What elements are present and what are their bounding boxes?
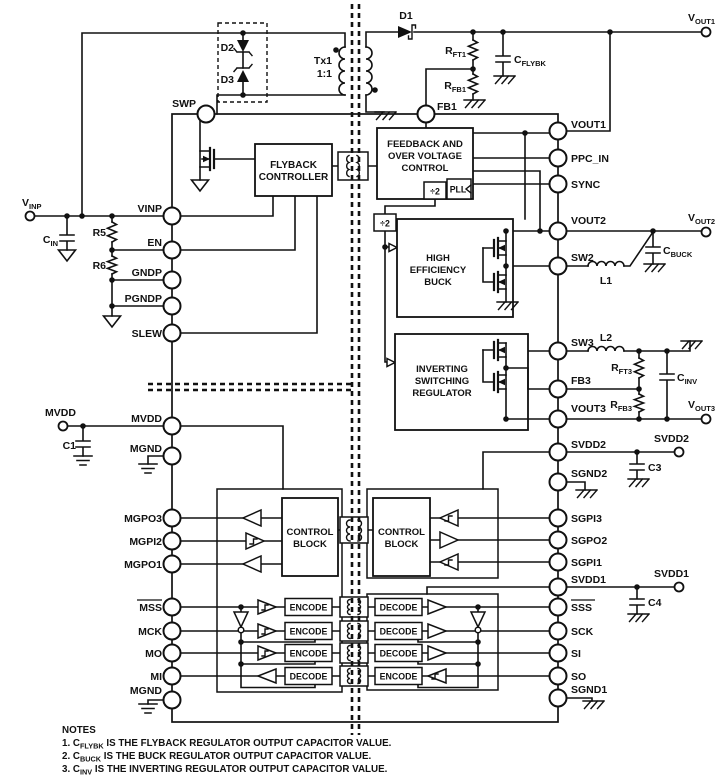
block-label: INVERTING: [416, 364, 468, 375]
ground-triangle-icon: [104, 316, 121, 327]
pin-swp: [172, 98, 214, 123]
inverter-icon: [234, 612, 248, 627]
div2-outer-block: [374, 214, 396, 231]
cbuck-label-sub: BUCK: [670, 250, 693, 259]
pin-label: MGND: [129, 685, 162, 697]
pin-label: VOUT1: [571, 119, 607, 131]
terminal-svdd1: [654, 568, 689, 592]
output-buffer-icon: [428, 600, 446, 614]
pin-sss: [550, 599, 596, 616]
pin-label: SGPO2: [571, 535, 608, 547]
inverter-icon: [471, 612, 485, 627]
pin-label: SCK: [571, 626, 594, 638]
cin-label-sub: IN: [50, 239, 58, 248]
pin-mgpo1: [124, 556, 180, 573]
d2-label: D2: [220, 42, 234, 54]
pin-label: PPC_IN: [571, 153, 609, 165]
pin-sgpo2: [550, 532, 608, 549]
encode-label: ENCODE: [289, 602, 328, 613]
pin-label: FB1: [437, 101, 457, 113]
terminal-label: V: [688, 212, 696, 224]
pin-sw2: [550, 252, 594, 275]
pin-sck: [550, 623, 594, 640]
cbuck-label: C: [663, 245, 671, 257]
resistor-rfb1: [469, 74, 478, 94]
encode-label: ENCODE: [289, 626, 328, 637]
pin-label: MI: [150, 671, 162, 683]
d1-label: D1: [399, 10, 413, 22]
block-label: OVER VOLTAGE: [387, 151, 463, 162]
pin-label: SGND1: [571, 684, 608, 696]
pin-mi: [150, 668, 180, 685]
resistor-rft3: [635, 358, 644, 378]
flyback-output-wiring: [366, 25, 701, 131]
pin-label: MCK: [138, 626, 162, 638]
pin-label: MO: [145, 648, 162, 660]
terminal-label: SVDD1: [654, 568, 690, 580]
output-buffer-icon: [258, 669, 276, 683]
pin-label: MSS: [139, 602, 162, 614]
pin-sync: [550, 176, 601, 193]
output-buffer-icon: [440, 532, 458, 548]
rft3-label: R: [611, 362, 619, 374]
pin-vinp: [137, 203, 180, 225]
block-label: BLOCK: [384, 539, 419, 550]
encode-label: ENCODE: [289, 648, 328, 659]
ground-chassis-icon: [644, 264, 665, 272]
block-label: CONTROL: [286, 527, 334, 538]
ground-chassis-icon: [494, 76, 515, 84]
note-line: 1. $C_{FLYBK}$ IS THE FLYBACK REGULATOR OUTPUT CAPACITOR VALUE.: [62, 738, 392, 751]
decode-label: DECODE: [289, 671, 328, 682]
enable-arrow-icon: [389, 244, 397, 252]
pin-mgpi2: [129, 533, 180, 550]
control-block-right: [373, 498, 430, 576]
schmitt-buffer-icon: [258, 600, 276, 614]
terminal-vinp: [22, 197, 42, 221]
svg-text:MVDD: [45, 407, 76, 419]
resistor-r5: [108, 222, 117, 242]
diode-d1-icon: [398, 26, 412, 38]
pin-label: MGPO1: [124, 559, 162, 571]
pin-label: VOUT2: [571, 215, 607, 227]
ground-chassis-icon: [628, 614, 649, 622]
svg-text:VINP: [22, 197, 42, 211]
pin-label: EN: [147, 237, 162, 249]
svg-text:RFT3: [611, 362, 632, 376]
pin-mgnd-bottom: [130, 685, 181, 709]
ground-triangle-icon: [59, 250, 76, 261]
pin-vout1: [550, 119, 607, 140]
terminal-label: V: [688, 12, 696, 24]
svg-text:SVDD1: [654, 568, 689, 580]
pin-label: VOUT3: [571, 403, 607, 415]
pin-label: SW2: [571, 252, 594, 264]
block-label: BLOCK: [293, 539, 327, 550]
cflybk-label: C: [514, 54, 522, 66]
pin-label: SWP: [172, 98, 196, 110]
tx1-ratio-label: 1:1: [316, 68, 332, 80]
pin-sgpi1: [550, 554, 603, 571]
terminal-vout3: [688, 399, 715, 424]
pin-label: MGND: [129, 443, 162, 455]
output-buffer-icon: [428, 624, 446, 638]
schmitt-buffer-icon: [428, 669, 446, 683]
pin-label: SW3: [571, 337, 594, 349]
block-label: HIGH: [426, 253, 450, 264]
div2-label: ÷2: [430, 186, 440, 197]
rft3-label-sub: FT3: [618, 367, 632, 376]
ground-bars-icon: [139, 704, 157, 713]
ground-bars-icon: [74, 456, 92, 465]
pin-label: SVDD1: [571, 574, 607, 586]
block-label: CONTROL: [378, 527, 425, 538]
transformer-tx1-icon: [333, 47, 378, 95]
schmitt-buffer-icon: [258, 646, 276, 660]
svg-text:VOUT2: [688, 212, 715, 226]
pin-label: VINP: [137, 203, 162, 215]
pin-label: SVDD2: [571, 439, 607, 451]
decode-label: DECODE: [379, 648, 418, 659]
pin-mo: [145, 645, 180, 662]
c4-label: C4: [648, 597, 662, 609]
cin-label: C: [42, 234, 51, 246]
terminal-svdd2: [654, 433, 689, 457]
note-line: 3. $C_{INV}$ IS THE INVERTING REGULATOR OUTPUT CAPACITOR VALUE.: [62, 764, 388, 777]
svg-text:RFB3: [610, 399, 632, 413]
pin-label: SO: [571, 671, 587, 683]
block-label: BUCK: [424, 277, 452, 288]
pin-label: MVDD: [131, 413, 162, 425]
terminal-label: V: [22, 197, 30, 209]
svg-text:CFLYBK: [514, 54, 546, 68]
terminal-mvdd: [45, 407, 76, 431]
pin-slew: [132, 325, 181, 342]
pin-label: SLEW: [131, 328, 162, 340]
terminal-label-sub: OUT2: [695, 217, 716, 226]
buck-block: [397, 219, 518, 317]
notes-title: NOTES: [62, 725, 96, 736]
pin-fb3: [550, 375, 591, 398]
svg-text:VOUT1: [688, 12, 715, 26]
ground-chassis-icon: [681, 341, 702, 349]
terminal-label: MVDD: [45, 407, 76, 419]
terminal-label: V: [688, 399, 696, 411]
cflybk-label-sub: FLYBK: [521, 59, 546, 68]
tx1-label: Tx1: [313, 55, 332, 67]
div2-label: ÷2: [380, 218, 390, 229]
ground-chassis-icon: [464, 100, 485, 108]
svg-text:VOUT3: [688, 399, 715, 413]
terminal-vout1: [688, 12, 715, 37]
output-buffer-icon: [243, 510, 261, 526]
pin-ppc-in: [550, 150, 609, 167]
svg-text:CINV: [677, 372, 697, 386]
enable-arrow-icon: [387, 359, 395, 367]
pin-label: SI: [571, 648, 581, 660]
decode-label: DECODE: [379, 602, 418, 613]
pll-label: PLL: [449, 184, 467, 195]
pin-label: SSS: [571, 602, 593, 614]
output-buffer-icon: [243, 556, 261, 572]
schmitt-buffer-icon: [258, 624, 276, 638]
ground-chassis-icon: [375, 112, 396, 120]
ground-chassis-icon: [576, 490, 597, 498]
pin-mgnd: [130, 443, 181, 465]
r5-label: R5: [92, 227, 106, 239]
l2-label: L2: [599, 332, 613, 344]
pin-gndp: [132, 267, 181, 289]
flyback-mosfet-icon: [200, 148, 214, 170]
diode-d3-icon: [237, 70, 249, 82]
capacitor-cflybk-icon: [496, 32, 510, 76]
c3-label: C3: [648, 462, 662, 474]
diode-d2-icon: [237, 40, 249, 52]
svg-text:CBUCK: [663, 245, 693, 259]
notes-section: [62, 725, 392, 777]
pin-sw3: [550, 337, 594, 360]
pin-label: PGNDP: [124, 293, 162, 305]
cinv-label: C: [677, 372, 685, 384]
resistor-rfb3: [635, 394, 644, 412]
flyback-controller-block: [255, 144, 332, 196]
resistor-r6: [108, 256, 117, 274]
inverting-regulator-block: [395, 334, 549, 430]
terminal-label: SVDD2: [654, 433, 690, 445]
output-buffer-icon: [428, 646, 446, 660]
terminal-label-sub: OUT1: [695, 17, 716, 26]
cinv-label-sub: INV: [684, 377, 698, 386]
r6-label: R6: [92, 260, 106, 272]
rfb1-label: R: [444, 80, 452, 92]
block-label: EFFICIENCY: [409, 265, 467, 276]
rft1-label: R: [445, 45, 453, 57]
pin-mgpo3: [124, 510, 180, 527]
c1-label: C1: [62, 440, 76, 452]
d3-label: D3: [220, 74, 234, 86]
terminal-label-sub: INP: [29, 202, 42, 211]
control-block-left: [282, 498, 338, 576]
block-label: SWITCHING: [414, 376, 470, 387]
pin-label: GNDP: [131, 267, 162, 279]
svg-text:CIN: [43, 234, 58, 248]
ground-chassis-icon: [583, 701, 604, 709]
pin-si: [550, 645, 582, 662]
ground-bars-icon: [139, 464, 157, 473]
pin-label: SYNC: [571, 179, 601, 191]
pin-mss: [137, 599, 181, 616]
inverter-bubble: [475, 627, 481, 633]
pin-fb1: [418, 101, 457, 123]
inverter-bubble: [238, 627, 244, 633]
pin-sgpi3: [550, 510, 603, 527]
pin-so: [550, 668, 587, 685]
pin-label: SGPI1: [571, 557, 602, 569]
svg-text:SVDD2: [654, 433, 689, 445]
pin-mvdd: [131, 413, 180, 435]
pin-mck: [138, 623, 180, 640]
encode-label: ENCODE: [379, 671, 418, 682]
ground-chassis-icon: [628, 479, 649, 487]
pin-en: [147, 237, 180, 259]
block-label: FLYBACK: [270, 160, 317, 171]
block-label: FEEDBACK AND: [387, 139, 463, 150]
resistor-rft1: [469, 40, 478, 60]
svg-text:RFT1: [445, 45, 466, 59]
block-label: REGULATOR: [412, 388, 472, 399]
rft1-label-sub: FT1: [452, 50, 466, 59]
pin-label: FB3: [571, 375, 591, 387]
block-label: CONTROLLER: [258, 172, 329, 183]
pin-label: SGND2: [571, 468, 608, 480]
pin-label: SGPI3: [571, 513, 602, 525]
block-label: CONTROL: [401, 163, 449, 174]
schmitt-buffer-icon: [246, 533, 264, 549]
pin-label: MGPO3: [124, 513, 162, 525]
rfb3-label-sub: FB3: [617, 404, 632, 413]
decode-label: DECODE: [379, 626, 418, 637]
note-line: 2. $C_{BUCK}$ IS THE BUCK REGULATOR OUTPUT CAPACITOR VALUE.: [62, 751, 372, 764]
feedback-ovp-block: [377, 128, 473, 199]
svg-text:RFB1: [444, 80, 466, 94]
terminal-vout2: [688, 212, 715, 237]
rfb1-label-sub: FB1: [451, 85, 466, 94]
terminal-label-sub: OUT3: [695, 404, 716, 413]
capacitor-cinv-icon: [660, 351, 674, 419]
ground-triangle-icon: [192, 180, 209, 191]
pin-label: MGPI2: [129, 536, 162, 548]
rfb3-label: R: [610, 399, 618, 411]
l1-label: L1: [599, 275, 613, 287]
